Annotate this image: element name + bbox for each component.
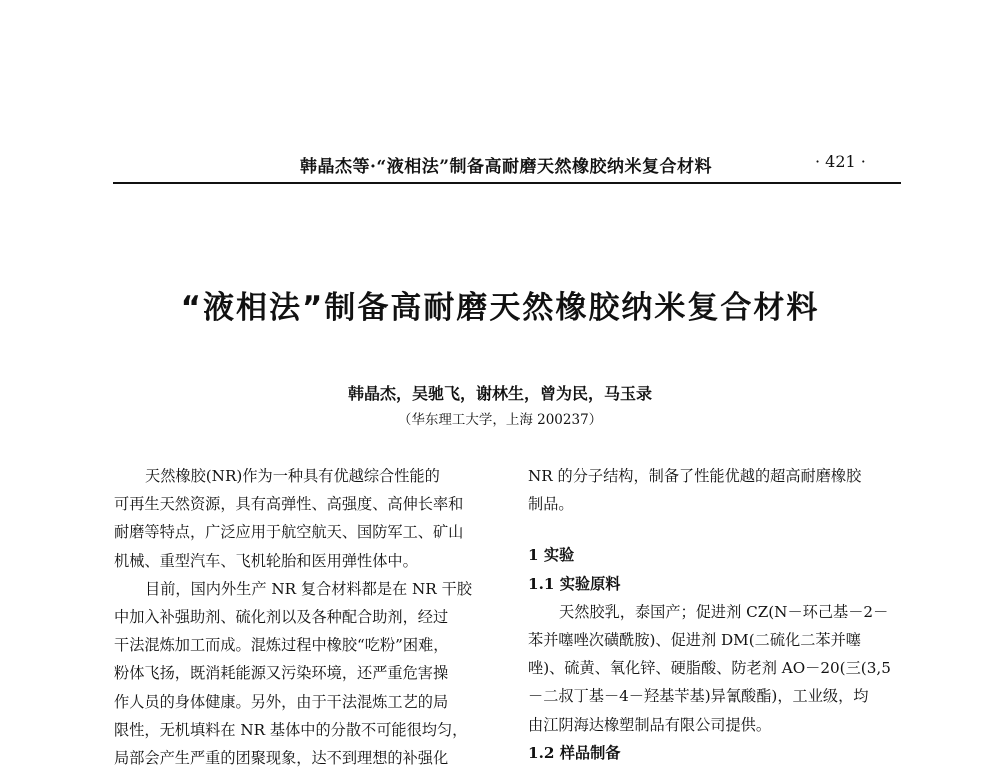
text-line: 限性，无机填料在 NR 基体中的分散不可能很均匀， (114, 720, 468, 739)
text-line: 唑)、硫黄、氧化锌、硬脂酸、防老剂 AO－20(三(3,5 (528, 659, 891, 678)
continued-paragraph (528, 462, 908, 518)
text-line: 局部会产生严重的团聚现象，达不到理想的补强化 (114, 748, 449, 767)
text-line: 耐磨等特点，广泛应用于航空航天、国防军工、矿山 (114, 523, 464, 542)
affiliation: （华东理工大学，上海 200237） (397, 412, 603, 428)
text-line: 天然橡胶(NR)作为一种具有优越综合性能的 (145, 467, 440, 485)
text-line: 机械、重型汽车、飞机轮胎和医用弹性体中。 (114, 551, 418, 570)
text-line: 目前，国内外生产 NR 复合材料都是在 NR 干胶 (145, 579, 472, 598)
text-line: NR 的分子结构，制备了性能优越的超高耐磨橡胶 (528, 467, 862, 485)
background-paragraph (114, 575, 494, 772)
text-line: 中加入补强助剂、硫化剂以及各种配合助剂，经过 (114, 607, 449, 626)
subsection-heading-materials: 1.1 实验原料 (528, 574, 621, 593)
text-line: 苯并噻唑次磺酰胺)、促进剂 DM(二硫化二苯并噻 (528, 630, 861, 649)
page-number: · 421 · (815, 152, 866, 171)
text-line: 制品。 (528, 495, 574, 514)
running-title: 韩晶杰等·“液相法”制备高耐磨天然橡胶纳米复合材料 (300, 157, 712, 177)
subsection-heading-sample-prep: 1.2 样品制备 (528, 743, 621, 762)
article-title: “液相法”制备高耐磨天然橡胶纳米复合材料 (180, 290, 820, 326)
text-line: －二叔丁基－4－羟基苄基)异氰酸酯)，工业级，均 (528, 687, 869, 706)
text-line: 作人员的身体健康。另外，由于干法混炼工艺的局 (114, 692, 449, 711)
intro-paragraph (114, 462, 494, 575)
right-column (528, 462, 908, 767)
text-line: 天然胶乳，泰国产；促进剂 CZ(N－环己基－2－ (559, 602, 889, 621)
header-rule (113, 182, 901, 184)
materials-paragraph (528, 598, 908, 739)
section-heading-experiment: 1 实验 (528, 546, 575, 565)
author-list: 韩晶杰，吴驰飞，谢林生，曾为民，马玉录 (347, 384, 652, 403)
section-gap (528, 518, 908, 541)
left-column (114, 462, 494, 772)
text-line: 干法混炼加工而成。混炼过程中橡胶“吃粉”困难， (114, 636, 449, 655)
text-line: 由江阴海达橡塑制品有限公司提供。 (528, 715, 771, 734)
running-header (0, 152, 1000, 178)
text-line: 粉体飞扬，既消耗能源又污染环境，还严重危害操 (114, 664, 449, 683)
text-line: 可再生天然资源，具有高弹性、高强度、高伸长率和 (114, 495, 464, 514)
